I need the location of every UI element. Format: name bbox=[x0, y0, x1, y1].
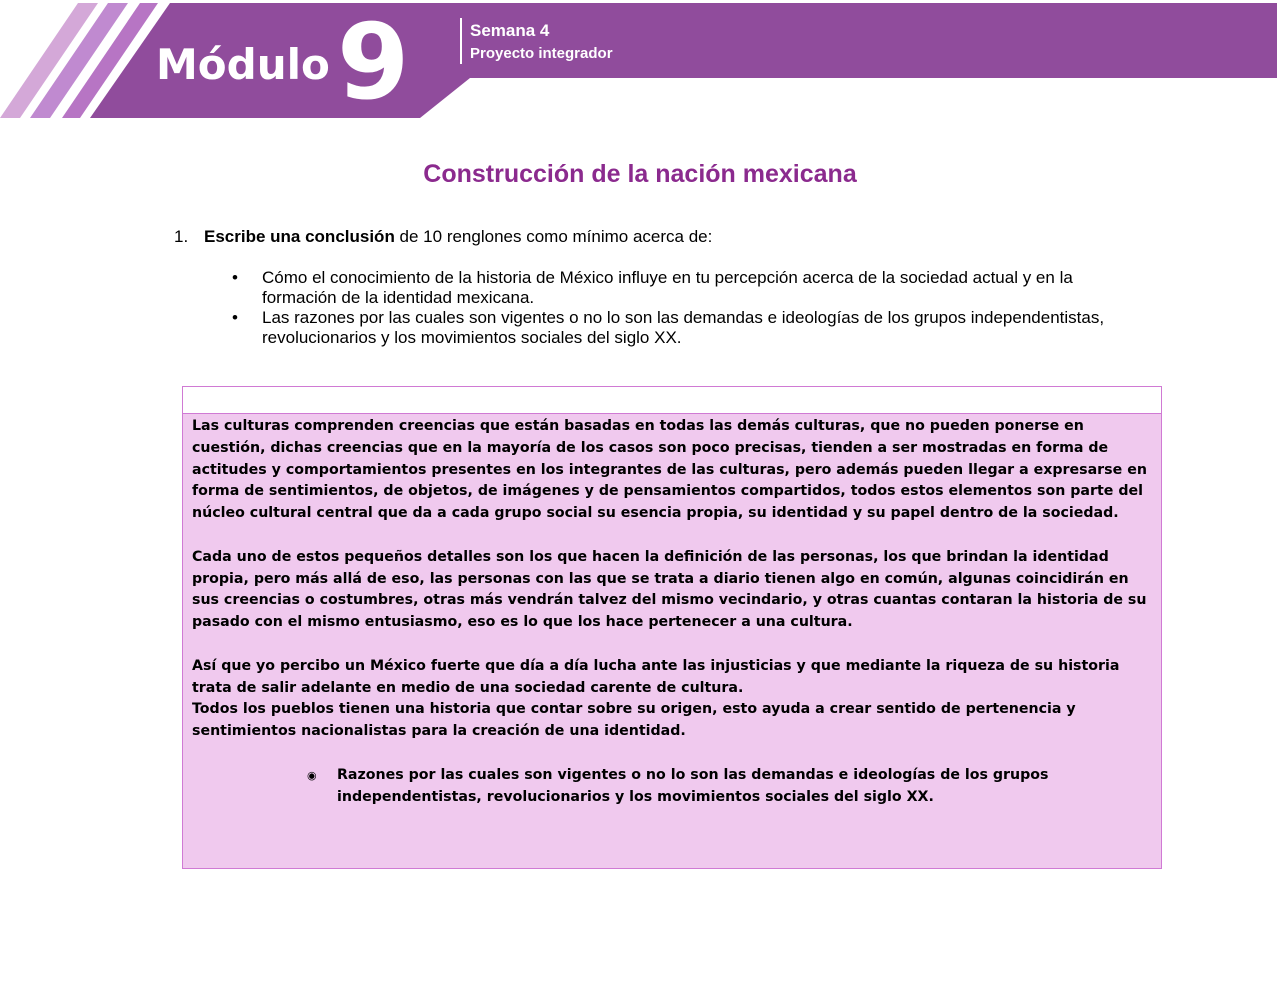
module-number: 9 bbox=[337, 1, 410, 123]
answer-paragraph-3: Así que yo percibo un México fuerte que día a día lucha ante las injusticias y que mediante la riqueza de su historia trata de salir adelante en medio de una sociedad carente de cultura. bbox=[192, 657, 1120, 696]
project-label: Proyecto integrador bbox=[470, 45, 613, 62]
bullet-icon: • bbox=[232, 268, 238, 287]
module-header bbox=[0, 0, 1280, 125]
answer-bullet bbox=[192, 765, 1151, 809]
list-item bbox=[230, 268, 1130, 308]
task-number: 1. bbox=[174, 227, 189, 246]
list-item-text: Las razones por las cuales son vigentes o no lo son las demandas e ideologías de los grupos independentistas, revolucionarios y los movimientos sociales del siglo XX. bbox=[262, 308, 1105, 347]
answer-bullet-text: Razones por las cuales son vigentes o no lo son las demandas e ideologías de los grupos independentistas, revolucionarios y los movimientos sociales del siglo XX. bbox=[337, 766, 1049, 805]
topic-list bbox=[230, 268, 1130, 348]
answer-paragraph-4: Todos los pueblos tienen una historia que contar sobre su origen, esto ayuda a crear sentido de pertenencia y sentimientos nacionalistas para la creación de una identidad. bbox=[192, 701, 1076, 740]
task-instruction bbox=[174, 227, 712, 247]
module-word: Módulo bbox=[156, 40, 330, 89]
bullet-icon: • bbox=[232, 308, 238, 327]
bullet-icon: ◉ bbox=[307, 768, 317, 782]
page-title: Construcción de la nación mexicana bbox=[423, 160, 857, 188]
answer-box bbox=[182, 386, 1162, 869]
week-label: Semana 4 bbox=[470, 21, 550, 40]
answer-text bbox=[183, 414, 1161, 808]
task-bold: Escribe una conclusión bbox=[204, 227, 395, 246]
answer-box-header bbox=[183, 387, 1161, 414]
answer-paragraph-1: Las culturas comprenden creencias que están basadas en todas las demás culturas, que no pueden ponerse en cuestión, dichas creencias que en la mayoría de los casos son poco precisas, tienden a ser mostradas en forma de actitudes y comportamientos presentes en los integrantes de las culturas, pero además pueden llegar a expresarse en forma de sentimientos, de objetos, de imágenes y de pensamientos compartidos, todos estos elementos son parte del núcleo cultural central que da a cada grupo social su esencia propia, su identidad y su papel dentro de la sociedad. bbox=[192, 418, 1147, 522]
header-divider bbox=[460, 18, 462, 64]
list-item bbox=[230, 308, 1130, 348]
list-item-text: Cómo el conocimiento de la historia de México influye en tu percepción acerca de la sociedad actual y en la formación de la identidad mexicana. bbox=[262, 268, 1073, 307]
answer-paragraph-2: Cada uno de estos pequeños detalles son los que hacen la definición de las personas, los que brindan la identidad propia, pero más allá de eso, las personas con las que se trata a diario tienen algo en común, algunas coincidirán en sus creencias o costumbres, otras más vendrán talvez del mismo vecindario, y otras cuantas contaran la historia de su pasado con el mismo entusiasmo, eso es lo que los hace pertenecer a una cultura. bbox=[192, 548, 1147, 631]
task-rest: de 10 renglones como mínimo acerca de: bbox=[394, 227, 713, 246]
